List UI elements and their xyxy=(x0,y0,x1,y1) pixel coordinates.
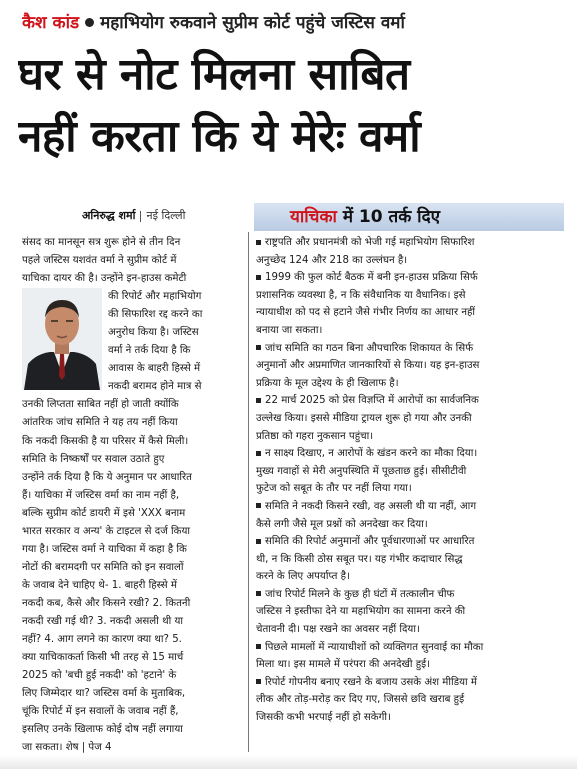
point-text-line xyxy=(256,691,562,709)
point-text-line xyxy=(256,480,562,498)
body-text-line: क्या याचिकाकर्ता किसी भी तरह से 15 मार्च xyxy=(22,652,184,664)
page-bottom-edge xyxy=(0,755,577,769)
body-text-line: उन्होंने तर्क दिया है कि ये अनुमान पर आधारित xyxy=(22,471,192,483)
point-text-line xyxy=(256,445,562,463)
byline xyxy=(82,206,185,226)
point-text-line xyxy=(256,357,562,375)
point-text-line xyxy=(256,234,562,252)
right-column-points xyxy=(256,234,562,727)
body-text-line: संसद का मानसून सत्र शुरू होने से तीन दिन xyxy=(22,237,181,248)
point-text: अनुच्छेद 124 और 218 का उल्लंघन है। xyxy=(256,254,408,266)
bullet-square-icon xyxy=(256,451,261,456)
bullet-square-icon xyxy=(256,398,261,403)
byline-author: अनिरुद्ध शर्मा xyxy=(82,209,136,222)
body-text-line: उनकी लिप्तता साबित नहीं हो जाती क्योंकि xyxy=(22,399,179,411)
bullet-square-icon xyxy=(256,240,261,245)
point-text: अनुमानों और अप्रमाणित जानकारियों से किया। यह इन-हाउस xyxy=(256,360,480,372)
bullet-square-icon xyxy=(256,679,261,684)
body-text-line: हैं। याचिका में जस्टिस वर्मा का नाम नहीं है, xyxy=(22,489,180,501)
point-text-line xyxy=(256,375,562,393)
point-text: करने के लिए अपर्याप्त है। xyxy=(256,571,350,583)
point-text-line xyxy=(256,516,562,534)
kicker xyxy=(22,8,562,38)
point-text-line xyxy=(256,639,562,657)
byline-city: नई दिल्ली xyxy=(146,209,186,222)
point-text-line xyxy=(256,428,562,446)
body-text-line: आंतरिक जांच समिति ने यह तय नहीं किया xyxy=(22,417,178,429)
point-text: 22 मार्च 2025 को प्रेस विज्ञप्ति में आरोपों का सार्वजनिक xyxy=(265,395,479,407)
point-text-line xyxy=(256,533,562,551)
body-text-line: जा सकता। शेष | पेज 4 xyxy=(22,742,112,754)
point-text: प्रतिष्ठा को गहरा नुकसान पहुंचा। xyxy=(256,430,374,442)
body-text-line: भारत सरकार व अन्य' के टाइटल से दर्ज किया xyxy=(22,525,191,537)
point-text: मुख्य गवाहों से मेरी अनुपस्थिति में पूछताछ हुई। सीसीटीवी xyxy=(256,465,467,477)
point-text: उल्लेख किया। इससे मीडिया ट्रायल शुरू हो गया और उनकी xyxy=(256,412,472,424)
kicker-label: कैश कांड xyxy=(22,13,80,33)
headline-line-2: नहीं करता कि ये मेरेः वर्मा xyxy=(18,111,421,162)
point-text: जांच समिति का गठन बिना औपचारिक शिकायत के सिर्फ xyxy=(265,342,474,354)
headline-line-1: घर से नोट मिलना साबित xyxy=(18,49,410,100)
point-text: रिपोर्ट गोपनीय बनाए रखने के बजाय उसके अंश मीडिया में xyxy=(265,676,477,688)
body-text-line: नकदी बरामद होने मात्र से xyxy=(108,381,202,393)
point-text: जांच रिपोर्ट मिलने के कुछ ही घंटों में तत्कालीन चीफ xyxy=(265,588,455,600)
point-text: प्रशासनिक व्यवस्था है, न कि संवैधानिक या वैधानिक। इसे xyxy=(256,289,466,301)
banner-rest: में 10 तर्क दिए xyxy=(342,207,440,227)
point-text-line xyxy=(256,287,562,305)
bullet-square-icon xyxy=(256,503,261,508)
body-text-line: पहले जस्टिस यशवंत वर्मा ने सुप्रीम कोर्ट में xyxy=(22,255,177,267)
kicker-text: महाभियोग रुकवाने सुप्रीम कोर्ट पहुंचे जस्टिस वर्मा xyxy=(100,13,405,33)
point-text-line xyxy=(256,586,562,604)
point-text-line xyxy=(256,410,562,428)
bullet-square-icon xyxy=(256,275,261,280)
bullet-square-icon xyxy=(256,345,261,350)
point-text-line xyxy=(256,463,562,481)
body-text-line: के जवाब देने चाहिए थे- 1. बाहरी हिस्से में xyxy=(22,579,177,591)
point-text: राष्ट्रपति और प्रधानमंत्री को भेजी गई महाभियोग सिफारिश xyxy=(265,237,475,248)
body-text-line: याचिका दायर की है। उन्होंने इन-हाउस कमेटी xyxy=(22,273,187,285)
point-text: फुटेज को सबूत के तौर पर नहीं लिया गया। xyxy=(256,483,412,495)
point-text: मिला था। इस मामले में परंपरा की अनदेखी हुई। xyxy=(256,659,431,671)
byline-divider xyxy=(140,211,141,222)
bullet-dot-icon xyxy=(85,18,94,27)
point-text-line xyxy=(256,568,562,586)
column-divider xyxy=(248,232,249,752)
body-text-line: वर्मा ने तर्क दिया है कि xyxy=(108,345,191,357)
point-text-line xyxy=(256,322,562,340)
point-text: चेतावनी दी। पक्ष रखने का अवसर नहीं दिया। xyxy=(256,624,420,636)
point-text-line xyxy=(256,340,562,358)
point-text: न्यायाधीश को पद से हटाने जैसे गंभीर निर्णय का आधार नहीं xyxy=(256,307,476,319)
body-text-line: नहीं? 4. आग लगने का कारण क्या था? 5. xyxy=(22,634,182,646)
body-text-line: समिति के निष्कर्षों पर सवाल उठाते हुए xyxy=(22,453,165,465)
body-text-line: आवास के बाहरी हिस्से में xyxy=(108,363,201,375)
body-text-line: 2025 को 'बची हुई नकदी' को 'हटाने' के xyxy=(22,670,177,682)
bullet-square-icon xyxy=(256,644,261,649)
body-text-line: नकदी रखी गई थी? 3. नकदी असली थी या xyxy=(22,615,184,627)
banner-word: याचिका xyxy=(290,207,337,227)
point-text: प्रक्रिया के मूल उद्देश्य के ही खिलाफ है। xyxy=(256,377,399,389)
body-text-line: कि नकदी किसकी है या परिसर में कैसे मिली। xyxy=(22,435,189,447)
point-text-line xyxy=(256,603,562,621)
body-text-line: की सिफारिश रद्द करने का xyxy=(108,309,203,321)
body-text-line: अनुरोध किया है। जस्टिस xyxy=(108,327,199,339)
point-text: न साक्ष्य दिखाए, न आरोपों के खंडन करने का मौका दिया। xyxy=(265,448,478,460)
body-text-line: इसलिए उनके खिलाफ कोई दोष नहीं लगाया xyxy=(22,724,183,736)
body-text-line: बल्कि सुप्रीम कोर्ट डायरी में इसे 'XXX बनाम xyxy=(22,507,186,519)
point-text-line xyxy=(256,656,562,674)
point-text: थी, न कि किसी ठोस सबूत पर। यह गंभीर कदाचार सिद्ध xyxy=(256,553,463,565)
petition-banner xyxy=(254,203,564,231)
point-text-line xyxy=(256,269,562,287)
left-column-body xyxy=(22,234,244,757)
point-text: समिति की रिपोर्ट अनुमानों और पूर्वधारणाओं पर आधारित xyxy=(265,536,475,548)
point-text: बनाया जा सकता। xyxy=(256,324,323,336)
point-text: जिसकी कभी भरपाई नहीं हो सकेगी। xyxy=(256,712,391,724)
point-text-line xyxy=(256,621,562,639)
body-text-line: चूंकि रिपोर्ट में इन सवालों के जवाब नहीं हैं, xyxy=(22,706,179,718)
body-text-line: गया है। जस्टिस वर्मा ने याचिका में कहा है कि xyxy=(22,543,187,555)
body-text-line: की रिपोर्ट और महाभियोग xyxy=(108,291,202,303)
bullet-square-icon xyxy=(256,539,261,544)
point-text-line xyxy=(256,252,562,270)
point-text-line xyxy=(256,498,562,516)
body-text-line: नकदी कब, कैसे और किसने रखी? 2. कितनी xyxy=(22,597,191,609)
point-text-line xyxy=(256,709,562,727)
body-text-line: लिए जिम्मेदार था? जस्टिस वर्मा के मुताबिक, xyxy=(22,688,186,700)
point-text: 1999 की फुल कोर्ट बैठक में बनी इन-हाउस प्रक्रिया सिर्फ xyxy=(265,272,478,284)
point-text: जस्टिस ने इस्तीफा देने या महाभियोग का सामना करने की xyxy=(256,606,466,618)
bullet-square-icon xyxy=(256,591,261,596)
point-text: पिछले मामलों में न्यायाधीशों को व्यक्तिगत सुनवाई का मौका xyxy=(265,641,484,653)
point-text-line xyxy=(256,674,562,692)
headline xyxy=(18,44,563,168)
point-text-line xyxy=(256,304,562,322)
point-text-line xyxy=(256,392,562,410)
point-text: समिति ने नकदी किसने रखी, वह असली थी या नहीं, आग xyxy=(265,500,477,512)
point-text: कैसे लगी जैसे मूल प्रश्नों को अनदेखा कर दिया। xyxy=(256,518,428,530)
point-text: लीक और तोड़-मरोड़ कर दिए गए, जिससे छवि खराब हुई xyxy=(256,694,465,706)
body-text-line: नोटों की बरामदगी पर समिति को इन सवालों xyxy=(22,561,184,573)
point-text-line xyxy=(256,551,562,569)
